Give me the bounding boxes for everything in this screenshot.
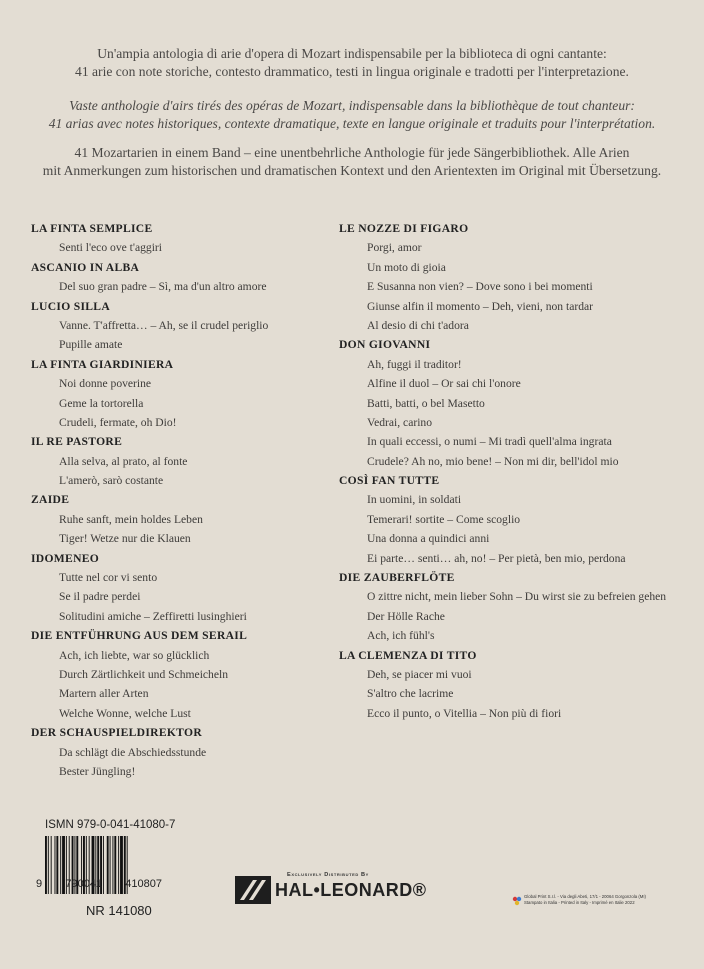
intro-italian-line-2: 41 arie con note storiche, contesto drammatico, testi in lingua originale e tradotti per l'interpretazione. — [75, 64, 629, 79]
aria-title: Martern aller Arten — [59, 687, 149, 701]
aria-title: Un moto di gioia — [367, 260, 446, 274]
opera-title: DER SCHAUSPIELDIREKTOR — [31, 726, 202, 740]
intro-italian-line-1: Un'ampia antologia di arie d'opera di Mozart indispensabile per la biblioteca di ogni cantante: — [97, 46, 607, 61]
aria-title: Temerari! sortite – Come scoglio — [367, 512, 521, 526]
intro-french-line-1: Vaste anthologie d'airs tirés des opéras de Mozart, indispensable dans la bibliothèque de tout chanteur: — [69, 98, 635, 113]
aria-title: Batti, batti, o bel Masetto — [367, 396, 485, 410]
aria-title: Del suo gran padre – Sì, ma d'un altro amore — [59, 280, 267, 294]
aria-title: Crudele? Ah no, mio bene! – Non mi dir, bell'idol mio — [367, 454, 619, 468]
aria-title: Noi donne poverine — [59, 377, 152, 391]
opera-title: LA FINTA GIARDINIERA — [31, 357, 174, 371]
aria-title: Giunse alfin il momento – Deh, vieni, non tardar — [367, 299, 594, 313]
aria-title: L'amerò, sarò costante — [59, 474, 164, 488]
aria-title: Ah, fuggi il traditor! — [367, 357, 462, 371]
barcode-digits — [36, 878, 162, 890]
aria-title: Senti l'eco ove t'aggiri — [59, 241, 163, 255]
catalog-number: NR 141080 — [86, 903, 152, 918]
aria-title: Porgi, amor — [367, 241, 422, 255]
aria-title: Ach, ich fühl's — [367, 629, 435, 643]
aria-title: Ecco il punto, o Vitellia – Non più di fiori — [367, 706, 562, 720]
opera-title: LA FINTA SEMPLICE — [31, 222, 153, 235]
printer-logo-icon — [512, 896, 522, 906]
aria-title: Vedrai, carino — [367, 415, 433, 429]
aria-title: Crudeli, fermate, oh Dio! — [59, 415, 177, 429]
intro-french-line-2: 41 arias avec notes historiques, contexte dramatique, texte en langue originale et traduits pour l'interprétation. — [48, 116, 656, 131]
aria-title: In quali eccessi, o numi – Mi tradì quell'alma ingrata — [367, 435, 612, 449]
hal-leonard-logo-icon — [235, 876, 271, 904]
aria-title: Alla selva, al prato, al fonte — [59, 454, 188, 468]
opera-title: DIE ZAUBERFLÖTE — [339, 571, 455, 585]
aria-title: Geme la tortorella — [59, 396, 144, 410]
aria-title: Alfine il duol – Or sai chi l'onore — [367, 377, 521, 391]
aria-title: In uomini, in soldati — [367, 493, 462, 507]
aria-title: S'altro che lacrime — [367, 687, 454, 701]
aria-title: Durch Zärtlichkeit und Schmeicheln — [59, 667, 229, 681]
printer-line-1: Global Print S.r.l. - Via degli Abeti, 17/1 - 20064 Gorgonzola (MI) — [524, 894, 646, 899]
aria-title: Se il padre perdei — [59, 590, 141, 604]
contents-right-column — [339, 221, 679, 725]
contents-left-column — [31, 221, 321, 783]
opera-title: DIE ENTFÜHRUNG AUS DEM SERAIL — [31, 629, 248, 643]
intro-german-line-1: 41 Mozartarien in einem Band – eine unentbehrliche Anthologie für jede Sängerbibliothek. Alle Arien — [74, 145, 630, 160]
opera-title: ZAIDE — [31, 493, 70, 507]
barcode-digit-group-1: 9 — [36, 878, 43, 890]
opera-title: COSÌ FAN TUTTE — [339, 474, 440, 488]
aria-title: O zittre nicht, mein lieber Sohn – Du wirst sie zu befreien gehen — [367, 590, 667, 604]
intro-italian — [0, 45, 704, 81]
opera-title: IL RE PASTORE — [31, 435, 123, 449]
intro-german-line-2: mit Anmerkungen zum historischen und dramatischen Kontext und den Arientexten im Original mit Übersetzung. — [42, 163, 662, 178]
opera-title: LUCIO SILLA — [31, 299, 111, 313]
aria-title: Ach, ich liebte, war so glücklich — [59, 648, 210, 662]
opera-title: ASCANIO IN ALBA — [31, 260, 140, 274]
aria-title: Bester Jüngling! — [59, 764, 136, 778]
aria-title: Ruhe sanft, mein holdes Leben — [59, 512, 203, 526]
aria-title: Vanne. T'affretta… – Ah, se il crudel periglio — [59, 318, 269, 332]
intro-german — [0, 144, 704, 180]
printer-line-2: Stampato in Italia - Printed in Italy - Imprimé en Italie 2022 — [524, 899, 635, 905]
opera-title: LE NOZZE DI FIGARO — [339, 222, 469, 235]
intro-french — [0, 97, 704, 133]
opera-title: IDOMENEO — [31, 551, 100, 565]
aria-title: Una donna a quindici anni — [367, 532, 490, 546]
ismn-number: ISMN 979-0-041-41080-7 — [45, 819, 176, 831]
barcode-digit-group-3: 410807 — [125, 878, 162, 890]
aria-title: Da schlägt die Abschiedsstunde — [59, 745, 207, 759]
aria-title: E Susanna non vien? – Dove sono i bei momenti — [367, 280, 593, 294]
aria-title: Ei parte… senti… ah, no! – Per pietà, ben mio, perdona — [367, 551, 626, 565]
aria-title: Deh, se piacer mi vuoi — [367, 667, 472, 681]
aria-title: Al desio di chi t'adora — [367, 318, 469, 332]
aria-title: Pupille amate — [59, 338, 123, 352]
aria-title: Tutte nel cor vi sento — [59, 571, 158, 585]
aria-title: Der Hölle Rache — [367, 609, 445, 623]
aria-title: Solitudini amiche – Zeffiretti lusinghieri — [59, 609, 247, 623]
distributor-name: HAL•LEONARD® — [275, 880, 427, 900]
aria-title: Tiger! Wetze nur die Klauen — [59, 532, 191, 546]
barcode-digit-group-2: 790041 — [65, 878, 103, 890]
printer-info — [524, 894, 646, 905]
opera-title: LA CLEMENZA DI TITO — [339, 648, 477, 662]
opera-title: DON GIOVANNI — [339, 338, 431, 352]
aria-title: Welche Wonne, welche Lust — [59, 706, 191, 720]
distributor-label: Exclusively Distributed By — [287, 872, 369, 878]
